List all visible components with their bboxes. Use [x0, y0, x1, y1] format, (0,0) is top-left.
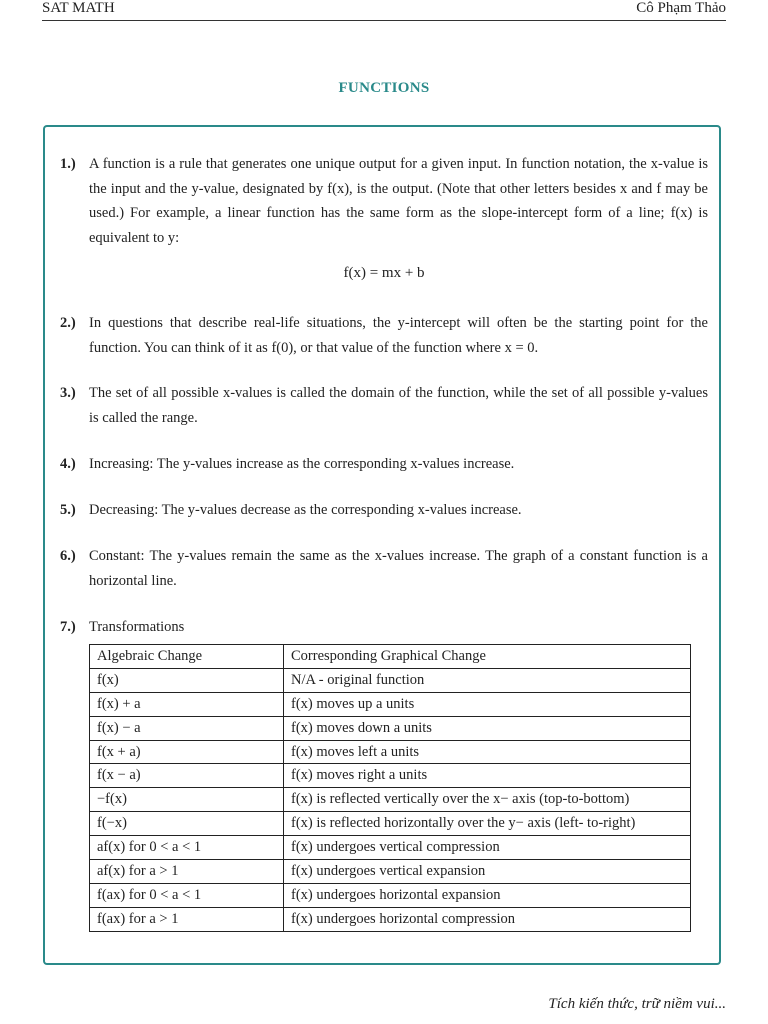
item-number: 6.)	[60, 548, 76, 564]
table-row	[90, 883, 691, 907]
graphical-change-cell: f(x) moves up a units	[284, 692, 691, 716]
item-number: 5.)	[60, 502, 76, 518]
table-row	[90, 788, 691, 812]
graphical-change-cell: N/A - original function	[284, 668, 691, 692]
graphical-change-cell: f(x) moves right a units	[284, 764, 691, 788]
algebraic-change-cell: af(x) for 0 < a < 1	[90, 836, 284, 860]
table-row	[90, 740, 691, 764]
list-item-2	[60, 311, 708, 360]
algebraic-change-cell: f(x) + a	[90, 692, 284, 716]
graphical-change-cell: f(x) undergoes horizontal expansion	[284, 883, 691, 907]
graphical-change-cell: f(x) undergoes vertical compression	[284, 836, 691, 860]
table-row	[90, 836, 691, 860]
page-title: FUNCTIONS	[338, 80, 430, 96]
list-item-6	[60, 544, 708, 593]
table-row	[90, 907, 691, 931]
list-item-1	[60, 152, 708, 250]
header-author: Cô Phạm Thảo	[636, 0, 726, 16]
table-row	[90, 764, 691, 788]
item-text: A function is a rule that generates one unique output for a given input. In function notation, the x-value is the input and the y-value, designated by f(x), is the output. (Note that other letters besides x and f may be used.) For example, a linear function has the same form as the slope-intercept form of a line; f(x) is equivalent to y:	[89, 156, 708, 246]
table-row	[90, 716, 691, 740]
table-row	[90, 860, 691, 884]
table-header-cell: Algebraic Change	[90, 645, 284, 669]
list-item-7	[60, 615, 708, 640]
table-row	[90, 668, 691, 692]
header-subject: SAT MATH	[42, 0, 115, 16]
algebraic-change-cell: f(ax) for a > 1	[90, 907, 284, 931]
footer-slogan: Tích kiến thức, trữ niềm vui...	[548, 996, 726, 1012]
table-header-row	[90, 645, 691, 669]
linear-formula: f(x) = mx + b	[343, 265, 425, 281]
item-text: Transformations	[89, 619, 185, 635]
list-item-5	[60, 498, 708, 523]
page-header	[42, 0, 726, 21]
table-header-cell: Corresponding Graphical Change	[284, 645, 691, 669]
algebraic-change-cell: f(−x)	[90, 812, 284, 836]
algebraic-change-cell: −f(x)	[90, 788, 284, 812]
graphical-change-cell: f(x) is reflected vertically over the x− axis (top-to-bottom)	[284, 788, 691, 812]
graphical-change-cell: f(x) moves down a units	[284, 716, 691, 740]
item-text: In questions that describe real-life situations, the y-intercept will often be the starting point for the function. You can think of it as f(0), or that value of the function where x = 0.	[89, 315, 708, 356]
item-number: 1.)	[60, 156, 76, 172]
graphical-change-cell: f(x) is reflected horizontally over the y− axis (left- to-right)	[284, 812, 691, 836]
item-text: Constant: The y-values remain the same as the x-values increase. The graph of a constant function is a horizontal line.	[89, 548, 708, 589]
algebraic-change-cell: f(x) − a	[90, 716, 284, 740]
item-text: Increasing: The y-values increase as the corresponding x-values increase.	[89, 456, 515, 472]
item-number: 7.)	[60, 619, 76, 635]
algebraic-change-cell: f(x + a)	[90, 740, 284, 764]
algebraic-change-cell: f(x − a)	[90, 764, 284, 788]
algebraic-change-cell: f(ax) for 0 < a < 1	[90, 883, 284, 907]
table-row	[90, 692, 691, 716]
graphical-change-cell: f(x) undergoes vertical expansion	[284, 860, 691, 884]
list-item-4	[60, 452, 708, 477]
item-number: 4.)	[60, 456, 76, 472]
table-row	[90, 812, 691, 836]
transformations-table	[89, 644, 691, 932]
algebraic-change-cell: af(x) for a > 1	[90, 860, 284, 884]
list-item-3	[60, 381, 708, 430]
graphical-change-cell: f(x) moves left a units	[284, 740, 691, 764]
algebraic-change-cell: f(x)	[90, 668, 284, 692]
item-text: Decreasing: The y-values decrease as the corresponding x-values increase.	[89, 502, 522, 518]
item-text: The set of all possible x-values is called the domain of the function, while the set of all possible y-values is called the range.	[89, 385, 708, 426]
item-number: 2.)	[60, 315, 76, 331]
item-number: 3.)	[60, 385, 76, 401]
graphical-change-cell: f(x) undergoes horizontal compression	[284, 907, 691, 931]
